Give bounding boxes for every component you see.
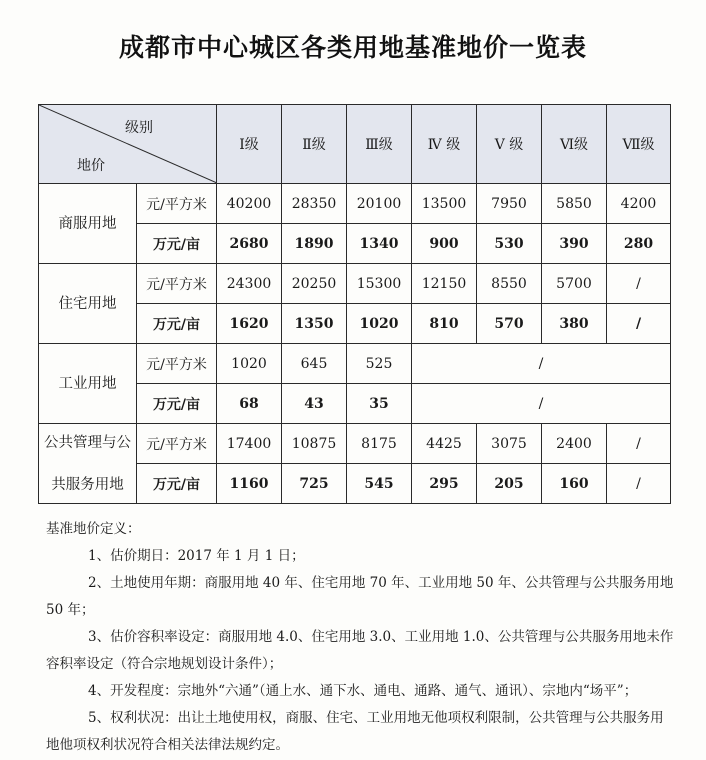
price-cell: 35 — [347, 384, 412, 424]
unit-label: 元/平方米 — [137, 424, 217, 464]
category-commercial: 商服用地 — [39, 184, 137, 264]
note-item: 5、权利状况：出让土地使用权，商服、住宅、工业用地无他项权利限制，公共管理与公共服务用地他项权利状况符合相关法律法规约定。 — [46, 710, 664, 753]
price-cell: 13500 — [412, 184, 477, 224]
merged-na-cell: / — [412, 384, 671, 424]
category-public-service — [39, 424, 137, 504]
price-cell: 40200 — [217, 184, 282, 224]
merged-na-cell: / — [412, 344, 671, 384]
price-cell: 1350 — [282, 304, 347, 344]
price-cell: 28350 — [282, 184, 347, 224]
price-cell: 810 — [412, 304, 477, 344]
price-cell: 280 — [607, 224, 671, 264]
level-header: Ⅵ级 — [542, 105, 607, 184]
unit-label: 元/平方米 — [137, 264, 217, 304]
price-header-label: 地价 — [77, 158, 105, 174]
price-cell: 8175 — [347, 424, 412, 464]
price-cell: 5700 — [542, 264, 607, 304]
price-cell: 24300 — [217, 264, 282, 304]
price-cell: 570 — [477, 304, 542, 344]
price-cell: 645 — [282, 344, 347, 384]
price-cell: 530 — [477, 224, 542, 264]
note-item: 3、估价容积率设定：商服用地 4.0、住宅用地 3.0、工业用地 1.0、公共管理与公共服务用地未作容积率设定（符合宗地规划设计条件）； — [46, 629, 674, 672]
price-cell: 160 — [542, 464, 607, 504]
price-cell: / — [607, 304, 671, 344]
unit-label: 万元/亩 — [137, 224, 217, 264]
unit-label: 万元/亩 — [137, 304, 217, 344]
unit-label: 万元/亩 — [137, 464, 217, 504]
price-cell: 295 — [412, 464, 477, 504]
price-cell: 725 — [282, 464, 347, 504]
price-cell: 1620 — [217, 304, 282, 344]
unit-label: 万元/亩 — [137, 384, 217, 424]
price-cell: 1020 — [217, 344, 282, 384]
unit-label: 元/平方米 — [137, 344, 217, 384]
price-cell: 10875 — [282, 424, 347, 464]
price-cell: 3075 — [477, 424, 542, 464]
price-cell: / — [607, 264, 671, 304]
price-cell: 15300 — [347, 264, 412, 304]
price-cell: 205 — [477, 464, 542, 504]
land-price-table — [38, 104, 671, 504]
price-cell: 1340 — [347, 224, 412, 264]
category-industrial: 工业用地 — [39, 344, 137, 424]
corner-header — [39, 105, 217, 184]
price-cell: 20250 — [282, 264, 347, 304]
category-name-line: 共服务用地 — [51, 476, 124, 493]
price-cell: 390 — [542, 224, 607, 264]
price-cell: 525 — [347, 344, 412, 384]
notes-heading: 基准地价定义： — [46, 521, 141, 537]
price-cell: 2400 — [542, 424, 607, 464]
price-cell: 20100 — [347, 184, 412, 224]
price-cell: 1160 — [217, 464, 282, 504]
price-cell: 1890 — [282, 224, 347, 264]
level-header: Ⅲ级 — [347, 105, 412, 184]
price-cell: 7950 — [477, 184, 542, 224]
category-residential: 住宅用地 — [39, 264, 137, 344]
price-cell: 380 — [542, 304, 607, 344]
price-cell: 12150 — [412, 264, 477, 304]
note-item: 4、开发程度：宗地外“六通”（通上水、通下水、通电、通路、通气、通讯）、宗地内“场平”； — [88, 683, 638, 699]
note-item: 2、土地使用年期：商服用地 40 年、住宅用地 70 年、工业用地 50 年、公共管理与公共服务用地 50 年； — [46, 575, 674, 618]
price-cell: 17400 — [217, 424, 282, 464]
price-cell: 1020 — [347, 304, 412, 344]
price-cell: / — [607, 464, 671, 504]
price-cell: 68 — [217, 384, 282, 424]
page-title: 成都市中心城区各类用地基准地价一览表 — [118, 33, 587, 62]
unit-label: 元/平方米 — [137, 184, 217, 224]
level-header-label: 级别 — [125, 120, 153, 136]
price-cell: 8550 — [477, 264, 542, 304]
level-header: Ⅳ 级 — [412, 105, 477, 184]
price-cell: 4200 — [607, 184, 671, 224]
level-header: Ⅶ级 — [607, 105, 671, 184]
price-cell: / — [607, 424, 671, 464]
notes-section — [46, 516, 676, 759]
price-cell: 5850 — [542, 184, 607, 224]
price-cell: 545 — [347, 464, 412, 504]
price-cell: 43 — [282, 384, 347, 424]
level-header: Ⅱ级 — [282, 105, 347, 184]
note-item: 1、估价期日：2017 年 1 月 1 日； — [88, 548, 305, 564]
level-header: Ⅰ级 — [217, 105, 282, 184]
category-name-line: 公共管理与公 — [44, 434, 131, 451]
price-cell: 900 — [412, 224, 477, 264]
price-cell: 4425 — [412, 424, 477, 464]
level-header: Ⅴ 级 — [477, 105, 542, 184]
price-cell: 2680 — [217, 224, 282, 264]
